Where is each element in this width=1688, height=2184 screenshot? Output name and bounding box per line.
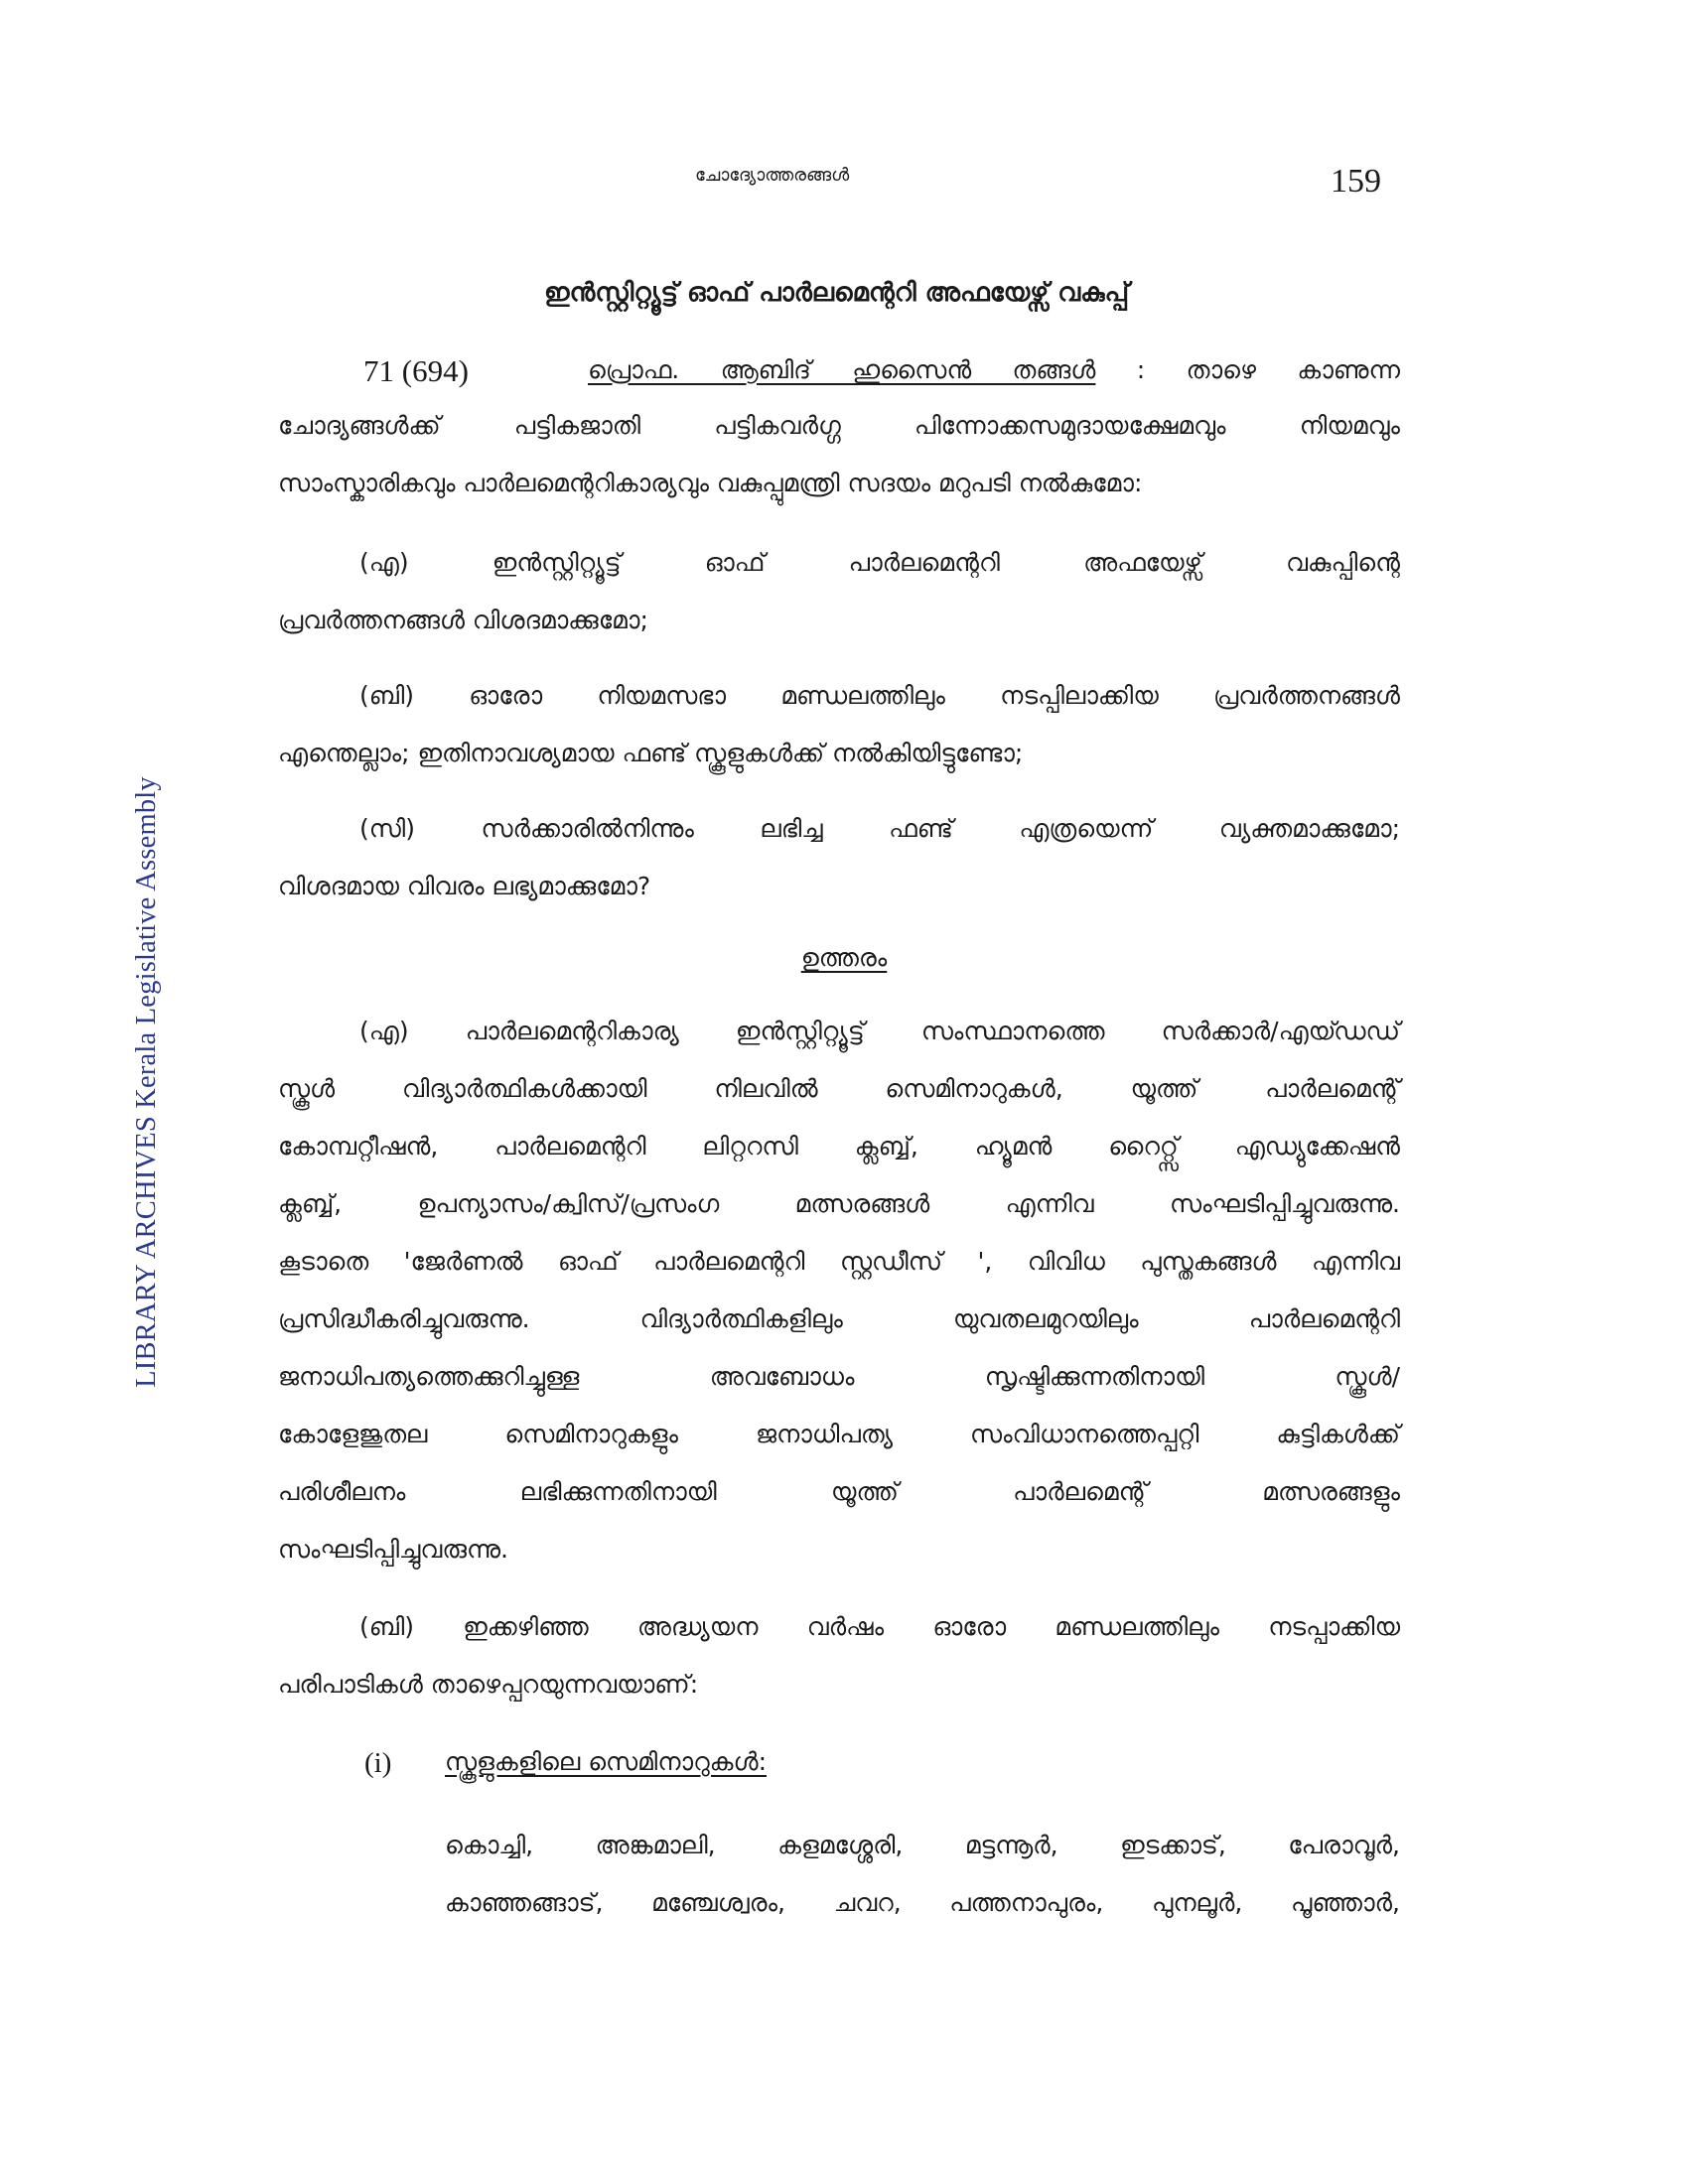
archive-watermark [127,725,167,1439]
running-head: ചോദ്യോത്തരങ്ങൾ [695,165,850,186]
answer-a-line: (എ) പാർലമെന്ററികാര്യ ഇൻസ്റ്റിറ്റ്യൂട്ട് സംസ്ഥാനത്തെ സർക്കാർ/എയ്ഡഡ് [359,1017,1400,1045]
answer-a-line: കോമ്പറ്റീഷൻ, പാർലമെന്ററി ലിറ്ററസി ക്ലബ്ബ്, ഹ്യൂമൻ റൈറ്റ്സ് എഡ്യുക്കേഷൻ [278,1132,1400,1160]
answer-a-line: പ്രസിദ്ധീകരിച്ചുവരുന്നു. വിദ്യാർത്ഥികളിലും യുവതലമുറയിലും പാർലമെന്ററി [278,1304,1400,1333]
question-part-c: (സി) സർക്കാരിൽനിന്നും ലഭിച്ച ഫണ്ട് എത്രയെന്ന് വ്യക്തമാക്കുമോ; [359,814,1400,843]
answer-a-line: ജനാധിപത്യത്തെക്കുറിച്ചുള്ള അവബോധം സൃഷ്ടിക്കുന്നതിനായി സ്കൂൾ/ [278,1362,1400,1391]
question-part-b-cont: എന്തെല്ലാം; ഇതിനാവശ്യമായ ഫണ്ട് സ്കൂളുകൾക്ക് നൽകിയിട്ടുണ്ടോ; [278,739,1024,767]
answer-a-line: സ്കൂൾ വിദ്യാർത്ഥികൾക്കായി നിലവിൽ സെമിനാറുകൾ, യൂത്ത് പാർലമെന്റ് [278,1074,1400,1103]
archive-watermark-text: LIBRARY ARCHIVES Kerala Legislative Assembly [131,776,163,1388]
question-intro-tail: : താഴെ കാണുന്ന [1136,355,1400,384]
question-member-line [588,355,1400,385]
answer-b-line: (ബി) ഇക്കഴിഞ്ഞ അദ്ധ്യയന വർഷം ഓരോ മണ്ഡലത്തിലും നടപ്പാക്കിയ [359,1612,1400,1641]
question-intro-line: ചോദ്യങ്ങൾക്ക് പട്ടികജാതി പട്ടികവർഗ്ഗ പിന്നോക്കസമുദായക്ഷേമവും നിയമവും [278,411,1400,440]
question-part-a: (എ) ഇൻസ്റ്റിറ്റ്യൂട്ട് ഓഫ് പാർലമെന്ററി അഫയേഴ്സ് വകുപ്പിന്റെ [359,548,1400,577]
answer-heading [755,943,933,973]
answer-a-line: ക്ലബ്ബ്, ഉപന്യാസം/ക്വിസ്/പ്രസംഗ മത്സരങ്ങൾ എന്നിവ സംഘടിപ്പിച്ചുവരുന്നു. [278,1189,1400,1218]
answer-a-line: പരിശീലനം ലഭിക്കുന്നതിനായി യൂത്ത് പാർലമെന്റ് മത്സരങ്ങളും [278,1477,1400,1506]
answer-a-line: സംഘടിപ്പിച്ചുവരുന്നു. [278,1535,508,1564]
answer-heading-text: ഉത്തരം [800,943,888,972]
member-name: പ്രൊഫ. ആബിദ് ഹുസൈൻ തങ്ങൾ [588,355,1096,384]
item-i-line: കൊച്ചി, അങ്കമാലി, കളമശ്ശേരി, മട്ടന്നൂർ, ഇടക്കാട്, പേരാവൂർ, [445,1831,1400,1859]
question-part-b: (ബി) ഓരോ നിയമസഭാ മണ്ഡലത്തിലും നടപ്പിലാക്കിയ പ്രവർത്തനങ്ങൾ [359,681,1400,710]
item-i-line: കാഞ്ഞങ്ങാട്, മഞ്ചേശ്വരം, ചവറ, പത്തനാപുരം, പുനലൂർ, പൂഞ്ഞാർ, [445,1888,1400,1917]
question-number: 71 (694) [363,353,469,388]
question-header [278,353,1400,397]
page-number: 159 [1331,163,1381,200]
answer-b-line: പരിപാടികൾ താഴെപ്പറയുന്നവയാണ്: [278,1670,699,1699]
answer-a-line: കൂടാതെ 'ജേർണൽ ഓഫ് പാർലമെന്ററി സ്റ്റഡീസ് ', വിവിധ പുസ്തകങ്ങൾ എന്നിവ [278,1247,1400,1276]
question-part-c-cont: വിശദമായ വിവരം ലഭ്യമാക്കുമോ? [278,872,651,900]
answer-a-line: കോളേജുതല സെമിനാറുകളും ജനാധിപത്യ സംവിധാനത്തെപ്പറ്റി കുട്ടികൾക്ക് [278,1420,1400,1448]
item-i-heading-text: സ്കൂളുകളിലെ സെമിനാറുകൾ: [445,1747,767,1776]
question-intro-line: സാംസ്കാരികവും പാർലമെന്ററികാര്യവും വകുപ്പുമന്ത്രി സദയം മറുപടി നൽകുമോ: [278,469,1143,497]
question-part-a-cont: പ്രവർത്തനങ്ങൾ വിശദമാക്കുമോ; [278,606,648,634]
item-i-marker: (i) [364,1747,392,1779]
section-title: ഇൻസ്റ്റിറ്റ്യൂട്ട് ഓഫ് പാർലമെന്ററി അഫയേഴ്സ് വകുപ്പ് [544,278,1130,308]
item-i-heading [445,1747,767,1777]
